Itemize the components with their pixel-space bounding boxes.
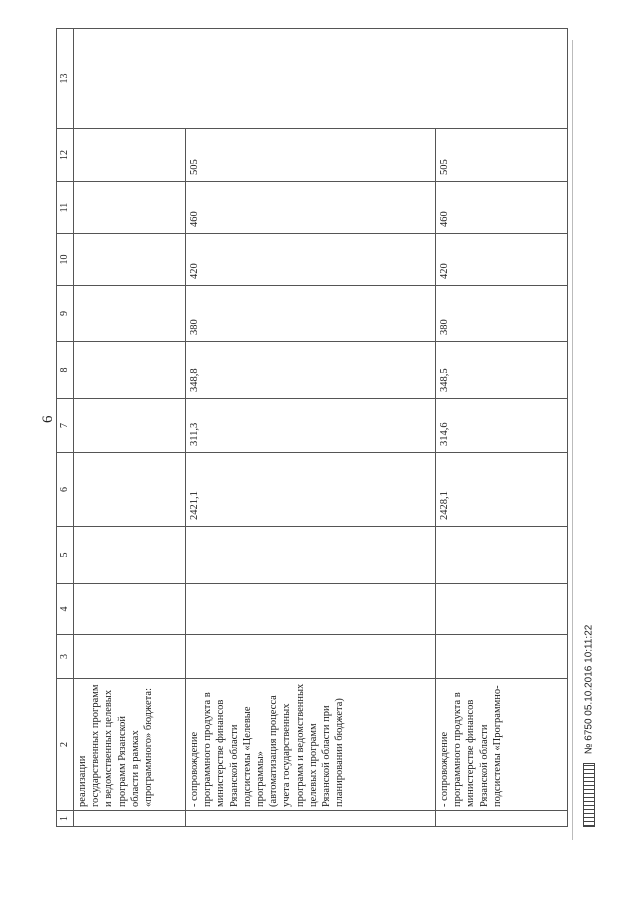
column-header: 2 <box>57 679 74 811</box>
cell-col10: 420 <box>436 234 568 286</box>
column-header: 3 <box>57 635 74 679</box>
column-header: 6 <box>57 453 74 527</box>
cell-col6: 2428,1 <box>436 453 568 527</box>
registration-footer <box>583 625 595 827</box>
row-description: реализации государственных программ и ведомственных целевых программ Рязанской области в рамках «программного» бюджета: <box>74 679 186 811</box>
cell-col7: 311,3 <box>186 399 436 453</box>
column-header: 13 <box>57 29 74 129</box>
cell-col10: 420 <box>186 234 436 286</box>
column-header: 11 <box>57 182 74 234</box>
cell-col11 <box>74 182 186 234</box>
column-header: 1 <box>57 811 74 827</box>
column-header: 5 <box>57 527 74 584</box>
scan-edge-line <box>572 40 573 840</box>
cell-col8: 348,5 <box>436 342 568 399</box>
cell-col9: 380 <box>186 286 436 342</box>
column-header: 8 <box>57 342 74 399</box>
registration-text: № 6750 05.10.2016 10:11:22 <box>583 624 595 755</box>
column-number-row <box>57 29 74 827</box>
column-header: 7 <box>57 399 74 453</box>
table-row <box>186 29 436 827</box>
cell-col6: 2421,1 <box>186 453 436 527</box>
cell-col6 <box>74 453 186 527</box>
table-row <box>74 29 186 827</box>
cell-col9 <box>74 286 186 342</box>
cell-col8 <box>74 342 186 399</box>
cell-col7: 314,6 <box>436 399 568 453</box>
cell-col7 <box>74 399 186 453</box>
row-description: - сопровождение программного продукта в министерстве финансов Рязанской области подсистемы «Программно- <box>436 679 568 811</box>
cell-col10 <box>74 234 186 286</box>
budget-table <box>56 28 568 827</box>
column-header: 10 <box>57 234 74 286</box>
cell-col11: 460 <box>186 182 436 234</box>
table-row <box>436 29 568 827</box>
cell-col9: 380 <box>436 286 568 342</box>
cell-col8: 348,8 <box>186 342 436 399</box>
cell-col12 <box>74 129 186 182</box>
barcode-stamp-icon <box>583 763 595 827</box>
column-header: 9 <box>57 286 74 342</box>
cell-col12: 505 <box>436 129 568 182</box>
cell-col11: 460 <box>436 182 568 234</box>
column-header: 4 <box>57 584 74 635</box>
row-description: - сопровождение программного продукта в министерстве финансов Рязанской области подсистемы «Целевые программы» (автоматизация процесса учета государственных программ и ведомственных целевых программ Рязанской области при планировании бюджета) <box>186 679 436 811</box>
cell-col13 <box>74 29 568 129</box>
page-number: 6 <box>40 415 56 423</box>
cell-col12: 505 <box>186 129 436 182</box>
column-header: 12 <box>57 129 74 182</box>
